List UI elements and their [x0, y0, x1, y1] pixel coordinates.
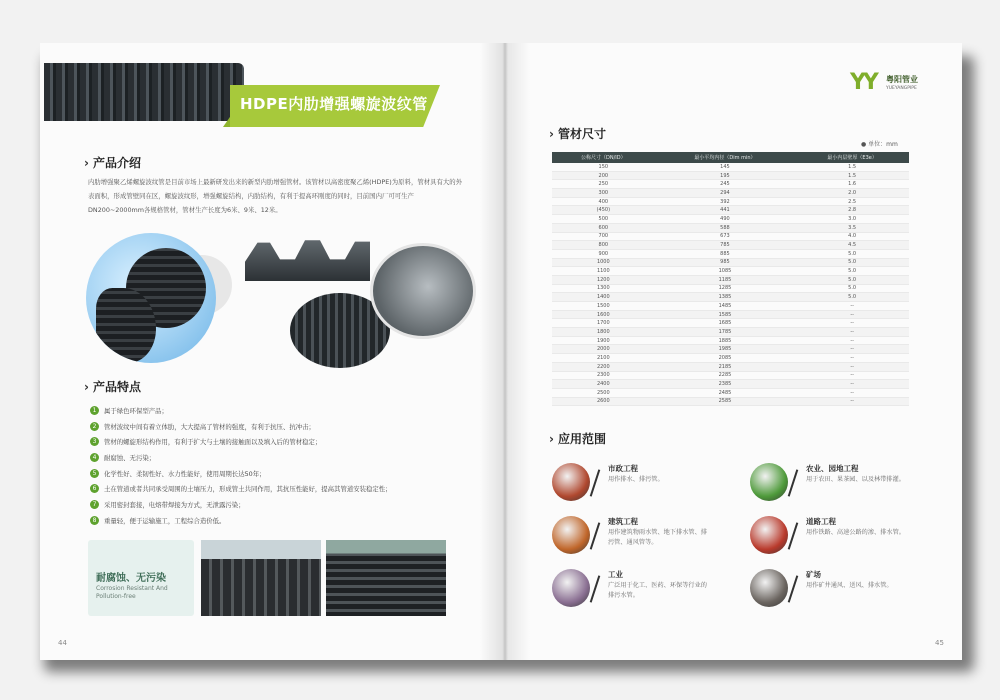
app-title: 建筑工程 — [608, 517, 638, 526]
table-row — [552, 249, 909, 258]
table-cell: 1285 — [655, 284, 796, 293]
column-header: 公称尺寸（DN/ID） — [552, 152, 655, 163]
table-cell: 4.0 — [795, 232, 909, 241]
table-row — [552, 284, 909, 293]
table-cell: -- — [795, 388, 909, 397]
table-row — [552, 275, 909, 284]
apps-heading: › 应用范围 — [549, 432, 606, 446]
chevron-right-icon: › — [549, 127, 554, 141]
table-cell: 5.0 — [795, 293, 909, 302]
table-cell: 2.8 — [795, 206, 909, 215]
table-row — [552, 206, 909, 215]
table-cell: 1800 — [552, 328, 655, 337]
table-cell: 2485 — [655, 388, 796, 397]
table-cell: 1985 — [655, 345, 796, 354]
table-cell: 1385 — [655, 293, 796, 302]
table-cell: 2200 — [552, 362, 655, 371]
table-cell: 700 — [552, 232, 655, 241]
feature-item: 3 管材的螺旋形结构作用，有利于扩大与土壤的接触面以及填入后的管材稳定； — [104, 437, 494, 453]
app-item — [552, 569, 732, 609]
table-row — [552, 345, 909, 354]
table-cell: 1300 — [552, 284, 655, 293]
chevron-right-icon: › — [84, 380, 89, 394]
table-row — [552, 397, 909, 406]
table-cell: -- — [795, 345, 909, 354]
feature-item: 8 重量轻，便于运输施工，工程综合造价低。 — [104, 516, 494, 532]
table-row — [552, 223, 909, 232]
table-cell: 985 — [655, 258, 796, 267]
table-cell: -- — [795, 336, 909, 345]
table-row — [552, 380, 909, 389]
pipe-rows-photo — [326, 540, 446, 616]
app-desc: 用于农田、果茶园、以及林带排灌。 — [806, 476, 905, 483]
left-page — [40, 43, 505, 660]
table-cell: 2100 — [552, 354, 655, 363]
table-cell: 2585 — [655, 397, 796, 406]
pipe-stack-photo — [201, 540, 321, 616]
app-desc: 用作矿井通风、送风、排水管。 — [806, 582, 893, 589]
table-cell: 5.0 — [795, 284, 909, 293]
table-cell: -- — [795, 328, 909, 337]
table-cell: 5.0 — [795, 267, 909, 276]
table-row — [552, 258, 909, 267]
app-photo-icon — [750, 516, 788, 554]
table-cell: 800 — [552, 241, 655, 250]
table-cell: 500 — [552, 215, 655, 224]
table-row — [552, 293, 909, 302]
app-desc: 用作建筑物雨水管、地下排水管、排污管、通风管等。 — [608, 529, 707, 546]
table-cell: 1600 — [552, 310, 655, 319]
table-cell: 673 — [655, 232, 796, 241]
table-cell: 1200 — [552, 275, 655, 284]
app-title: 工业 — [608, 570, 623, 579]
table-row — [552, 171, 909, 180]
brand-logo — [850, 68, 940, 98]
pipe-detail-bubble — [370, 243, 476, 339]
table-cell: -- — [795, 397, 909, 406]
table-cell: -- — [795, 380, 909, 389]
unit-note: ● 单位：mm — [861, 141, 898, 148]
table-cell: 150 — [552, 163, 655, 171]
page-title: HDPE内肋增强螺旋波纹管 — [240, 95, 428, 113]
table-cell: 2.5 — [795, 197, 909, 206]
app-title: 农业、园地工程 — [806, 464, 859, 473]
table-cell: 3.5 — [795, 223, 909, 232]
table-cell: 1.5 — [795, 171, 909, 180]
table-cell: 1585 — [655, 310, 796, 319]
table-cell: 490 — [655, 215, 796, 224]
feature-item: 4 耐腐蚀、无污染； — [104, 453, 494, 469]
table-cell: 1.6 — [795, 180, 909, 189]
features-heading: › 产品特点 — [84, 380, 141, 394]
table-cell: 1885 — [655, 336, 796, 345]
app-photo-icon — [750, 463, 788, 501]
table-cell: 1485 — [655, 302, 796, 311]
table-cell: 1500 — [552, 302, 655, 311]
table-cell: 2185 — [655, 362, 796, 371]
table-cell: 600 — [552, 223, 655, 232]
table-cell: -- — [795, 310, 909, 319]
table-row — [552, 189, 909, 198]
table-cell: 2000 — [552, 345, 655, 354]
app-title: 道路工程 — [806, 517, 836, 526]
pipe-size-table — [552, 152, 909, 406]
table-cell: 1685 — [655, 319, 796, 328]
table-cell: 5.0 — [795, 258, 909, 267]
table-header-row — [552, 152, 909, 163]
table-cell: 5.0 — [795, 275, 909, 284]
table-row — [552, 232, 909, 241]
table-cell: 2400 — [552, 380, 655, 389]
logo-text: 粤阳管业 — [886, 75, 918, 84]
table-cell: 294 — [655, 189, 796, 198]
badge-subtitle: Corrosion Resistant And Pollution-free — [96, 585, 168, 600]
table-cell: 2385 — [655, 380, 796, 389]
app-photo-icon — [750, 569, 788, 607]
table-cell: 3.0 — [795, 215, 909, 224]
logo-mark: YY — [850, 70, 876, 95]
table-row — [552, 163, 909, 171]
table-cell: 4.5 — [795, 241, 909, 250]
app-desc: 广泛用于化工、医药、环保等行业的排污水管。 — [608, 582, 707, 599]
table-cell: 1400 — [552, 293, 655, 302]
header-pipe-image — [44, 63, 244, 121]
table-cell: 1100 — [552, 267, 655, 276]
table-cell: (450) — [552, 206, 655, 215]
app-item — [552, 463, 732, 503]
table-cell: -- — [795, 371, 909, 380]
rib-profile-photo — [245, 233, 370, 281]
table-row — [552, 319, 909, 328]
page-number: 45 — [935, 639, 944, 647]
table-cell: 1185 — [655, 275, 796, 284]
feature-item: 1 属于绿色环保型产品； — [104, 406, 494, 422]
table-cell: 1085 — [655, 267, 796, 276]
page-number: 44 — [58, 639, 67, 647]
table-cell: 1.5 — [795, 163, 909, 171]
table-cell: 900 — [552, 249, 655, 258]
table-cell: 145 — [655, 163, 796, 171]
table-cell: 1700 — [552, 319, 655, 328]
table-cell: 2300 — [552, 371, 655, 380]
table-row — [552, 328, 909, 337]
column-header: 最小平均内径（Dim min） — [655, 152, 796, 163]
feature-item: 2 管材波纹中间有着立体肋，大大提高了管材的强度，有利于抗压、抗冲击； — [104, 422, 494, 438]
table-cell: -- — [795, 362, 909, 371]
table-cell: 5.0 — [795, 249, 909, 258]
feature-item: 5 化学性好、柔韧性好、水力性能好，使用周期长达50年； — [104, 469, 494, 485]
feature-item: 6 土在管道或者共同承受周围的土壤压力，形成管土共同作用，其抗压性能好，提高其管道安装稳定性； — [104, 484, 494, 500]
table-cell: 245 — [655, 180, 796, 189]
intro-heading: › 产品介绍 — [84, 156, 141, 170]
table-row — [552, 310, 909, 319]
chevron-right-icon: › — [84, 156, 89, 170]
logo-english: YUEYANGPIPE — [886, 86, 917, 91]
table-cell: 2085 — [655, 354, 796, 363]
table-row — [552, 302, 909, 311]
table-row — [552, 267, 909, 276]
table-row — [552, 197, 909, 206]
app-title: 市政工程 — [608, 464, 638, 473]
table-cell: 2600 — [552, 397, 655, 406]
table-row — [552, 388, 909, 397]
table-cell: 785 — [655, 241, 796, 250]
table-row — [552, 241, 909, 250]
table-cell: 200 — [552, 171, 655, 180]
table-cell: 441 — [655, 206, 796, 215]
app-desc: 用作铁路、高速公路的渗、排水管。 — [806, 529, 905, 536]
pipe-circle-photo — [86, 233, 216, 363]
app-item — [750, 516, 930, 556]
app-item — [750, 463, 930, 503]
table-row — [552, 362, 909, 371]
table-cell: 195 — [655, 171, 796, 180]
table-cell: 2285 — [655, 371, 796, 380]
table-row — [552, 371, 909, 380]
app-item — [750, 569, 930, 609]
table-cell: 400 — [552, 197, 655, 206]
table-heading: › 管材尺寸 — [549, 127, 606, 141]
table-cell: 392 — [655, 197, 796, 206]
table-row — [552, 180, 909, 189]
app-photo-icon — [552, 569, 590, 607]
table-cell: 1000 — [552, 258, 655, 267]
intro-paragraph: 内肋增强聚乙烯螺旋波纹管是目前市场上最新研发出来的新型内肋增强管材。该管材以高密度聚乙烯(HDPE)为原料，管材具有大的外表面积，形成管壁同在区，螺旋波纹形，增强螺旋结构，内肋结构，有利于提高环刚度的同时，目前国内厂可可生产DN200~2000mm各规格管材，管材生产长度为6米、9米、12米。 — [88, 178, 463, 214]
column-header: 最小内层壁厚（E3e） — [795, 152, 909, 163]
app-desc: 用作排水、排污管。 — [608, 476, 664, 483]
features-list — [92, 406, 494, 532]
right-page — [505, 43, 962, 660]
table-cell: -- — [795, 354, 909, 363]
table-cell: 588 — [655, 223, 796, 232]
table-cell: -- — [795, 319, 909, 328]
table-cell: 1900 — [552, 336, 655, 345]
table-cell: 300 — [552, 189, 655, 198]
table-cell: 885 — [655, 249, 796, 258]
app-item — [552, 516, 732, 556]
table-row — [552, 215, 909, 224]
app-title: 矿场 — [806, 570, 821, 579]
table-cell: 1785 — [655, 328, 796, 337]
app-photo-icon — [552, 516, 590, 554]
table-cell: 2.0 — [795, 189, 909, 198]
table-cell: -- — [795, 302, 909, 311]
table-row — [552, 336, 909, 345]
app-photo-icon — [552, 463, 590, 501]
chevron-right-icon: › — [549, 432, 554, 446]
table-cell: 250 — [552, 180, 655, 189]
feature-item: 7 采用密封套接，电熔带焊接为方式，无泄露污染； — [104, 500, 494, 516]
table-cell: 2500 — [552, 388, 655, 397]
table-row — [552, 354, 909, 363]
badge-title: 耐腐蚀、无污染 — [96, 573, 166, 584]
